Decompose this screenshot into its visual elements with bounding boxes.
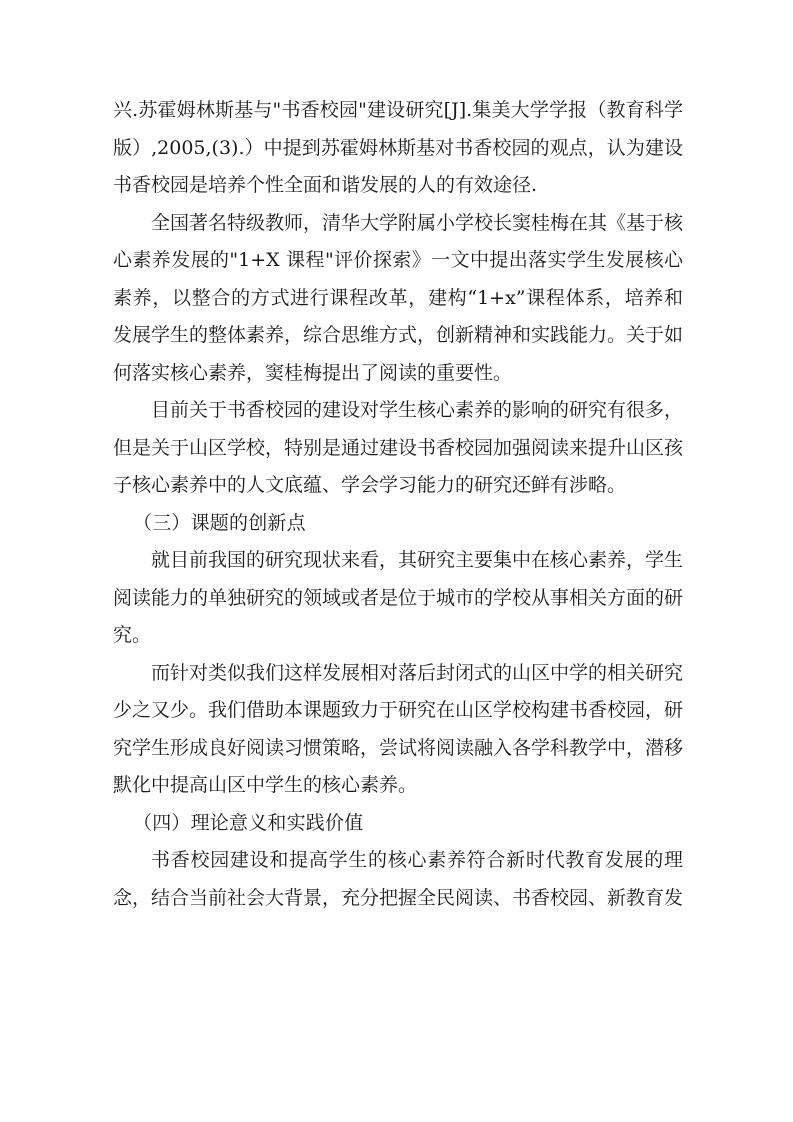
paragraph-mountain-schools: 而针对类似我们这样发展相对落后封闭式的山区中学的相关研究少之又少。我们借助本课题致力于研究在山区学校构建书香校园，研究学生形成良好阅读习惯策略，尝试将阅读融入各学科教学中，潜移默化中提高山区中学生的核心素养。 [113,661,684,796]
paragraph-citation-continuation: 兴.苏霍姆林斯基与"书香校园"建设研究[J].集美大学学报（教育科学版）,2005,(3).）中提到苏霍姆林斯基对书香校园的观点，认为建设书香校园是培养个性全面和谐发展的人的有效途径. [113,99,683,196]
paragraph-research-gap: 目前关于书香校园的建设对学生核心素养的影响的研究有很多，但是关于山区学校，特别是通过建设书香校园加强阅读来提升山区孩子核心素养中的人文底蕴、学会学习能力的研究还鲜有涉略。 [113,399,684,496]
section-heading-innovation: （三）课题的创新点 [133,511,306,534]
paragraph-dou-guimei: 全国著名特级教师，清华大学附属小学校长窦桂梅在其《基于核心素养发展的"1+X 课程"评价探索》一文中提出落实学生发展核心素养，以整合的方式进行课程改革，建构“1+x”课程体系，培养和发展学生的整体素养，综合思维方式，创新精神和实践能力。关于如何落实核心素养，窦桂梅提出了阅读的重要性。 [113,211,684,384]
paragraph-significance: 书香校园建设和提高学生的核心素养符合新时代教育发展的理念，结合当前社会大背景，充分把握全民阅读、书香校园、新教育发 [113,849,684,909]
section-heading-significance: （四）理论意义和实践价值 [133,811,364,834]
page-body [113,92,683,917]
paragraph-current-research: 就目前我国的研究现状来看，其研究主要集中在核心素养，学生阅读能力的单独研究的领域或者是位于城市的学校从事相关方面的研究。 [113,549,684,646]
